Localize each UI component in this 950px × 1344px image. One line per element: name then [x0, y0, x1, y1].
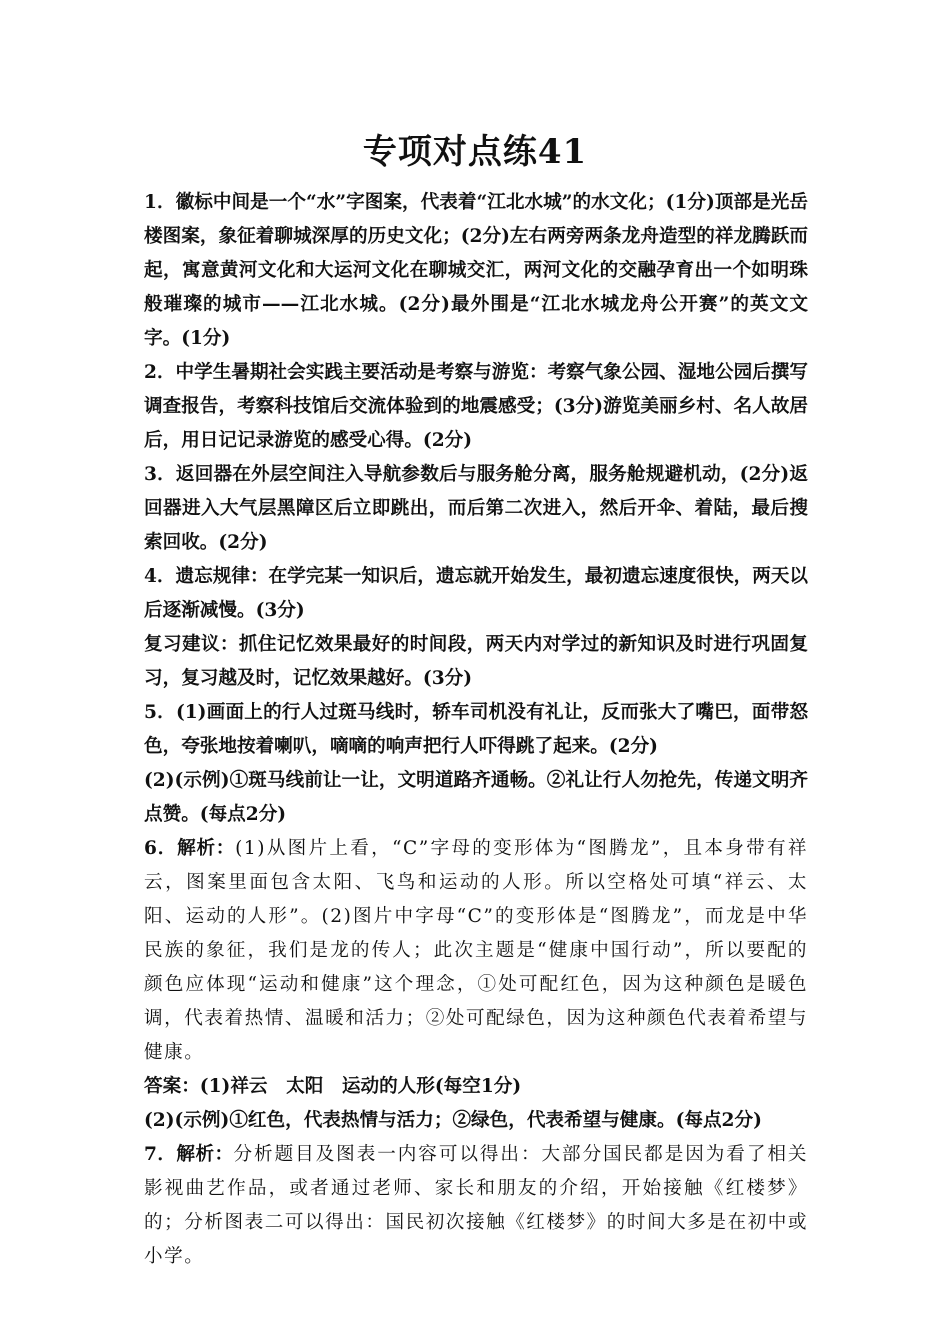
answer-4-suggestion: 复习建议：抓住记忆效果最好的时间段，两天内对学过的新知识及时进行巩固复习，复习越及时，记忆效果越好。(3分) [144, 634, 808, 689]
answer-6-answer-part2: (2)(示例)①红色，代表热情与活力；②绿色，代表希望与健康。(每点2分) [144, 1110, 762, 1131]
answer-3: 3．返回器在外层空间注入导航参数后与服务舱分离，服务舱规避机动，(2分)返回器进入大气层黑障区后立即跳出，而后第二次进入，然后开伞、着陆，最后搜索回收。(2分) [144, 464, 808, 553]
answer-1: 1．徽标中间是一个“水”字图案，代表着“江北水城”的水文化；(1分)顶部是光岳楼图案，象征着聊城深厚的历史文化；(2分)左右两旁两条龙舟造型的祥龙腾跃而起，寓意黄河文化和大运河文化在聊城交汇，两河文化的交融孕育出一个如明珠般璀璨的城市——江北水城。(2分)最外围是“江北水城龙舟公开赛”的英文文字。(1分) [144, 192, 808, 349]
answer-6-answer [144, 1070, 808, 1104]
page-title: 专项对点练41 [362, 132, 588, 172]
answer-5-part1: 5．(1)画面上的行人过斑马线时，轿车司机没有礼让，反而张大了嘴巴，面带怒色，夸张地按着喇叭，嘀嘀的响声把行人吓得跳了起来。(2分) [144, 702, 808, 757]
document-body [144, 186, 808, 1274]
answer-6-analysis [144, 832, 808, 1070]
answer-5-part2: (2)(示例)①斑马线前让一让，文明道路齐通畅。②礼让行人勿抢先，传递文明齐点赞。(每点2分) [144, 770, 808, 825]
analysis-text: 分析题目及图表一内容可以得出：大部分国民都是因为看了相关影视曲艺作品，或者通过老师、家长和朋友的介绍，开始接触《红楼梦》的；分析图表二可以得出：国民初次接触《红楼梦》的时间大多是在初中或小学。 [144, 1144, 808, 1267]
analysis-label: 7．解析： [144, 1144, 234, 1165]
answer-2: 2．中学生暑期社会实践主要活动是考察与游览：考察气象公园、湿地公园后撰写调查报告，考察科技馆后交流体验到的地震感受；(3分)游览美丽乡村、名人故居后，用日记记录游览的感受心得。(2分) [144, 362, 808, 451]
analysis-label: 6．解析： [144, 838, 236, 859]
answer-text: (1)祥云 太阳 运动的人形(每空1分) [199, 1076, 522, 1097]
analysis-text: (1)从图片上看，“C”字母的变形体为“图腾龙”，且本身带有祥云，图案里面包含太阳、飞鸟和运动的人形。所以空格处可填“祥云、太阳、运动的人形”。(2)图片中字母“C”的变形体是“图腾龙”，而龙是中华民族的象征，我们是龙的传人；此次主题是“健康中国行动”，所以要配的颜色应体现“运动和健康”这个理念，①处可配红色，因为这种颜色是暖色调，代表着热情、温暖和活力；②处可配绿色，因为这种颜色代表着希望与健康。 [144, 838, 808, 1063]
answer-4-rule: 4．遗忘规律：在学完某一知识后，遗忘就开始发生，最初遗忘速度很快，两天以后逐渐减慢。(3分) [144, 566, 808, 621]
answer-label: 答案： [144, 1076, 200, 1097]
answer-7-analysis [144, 1138, 808, 1274]
